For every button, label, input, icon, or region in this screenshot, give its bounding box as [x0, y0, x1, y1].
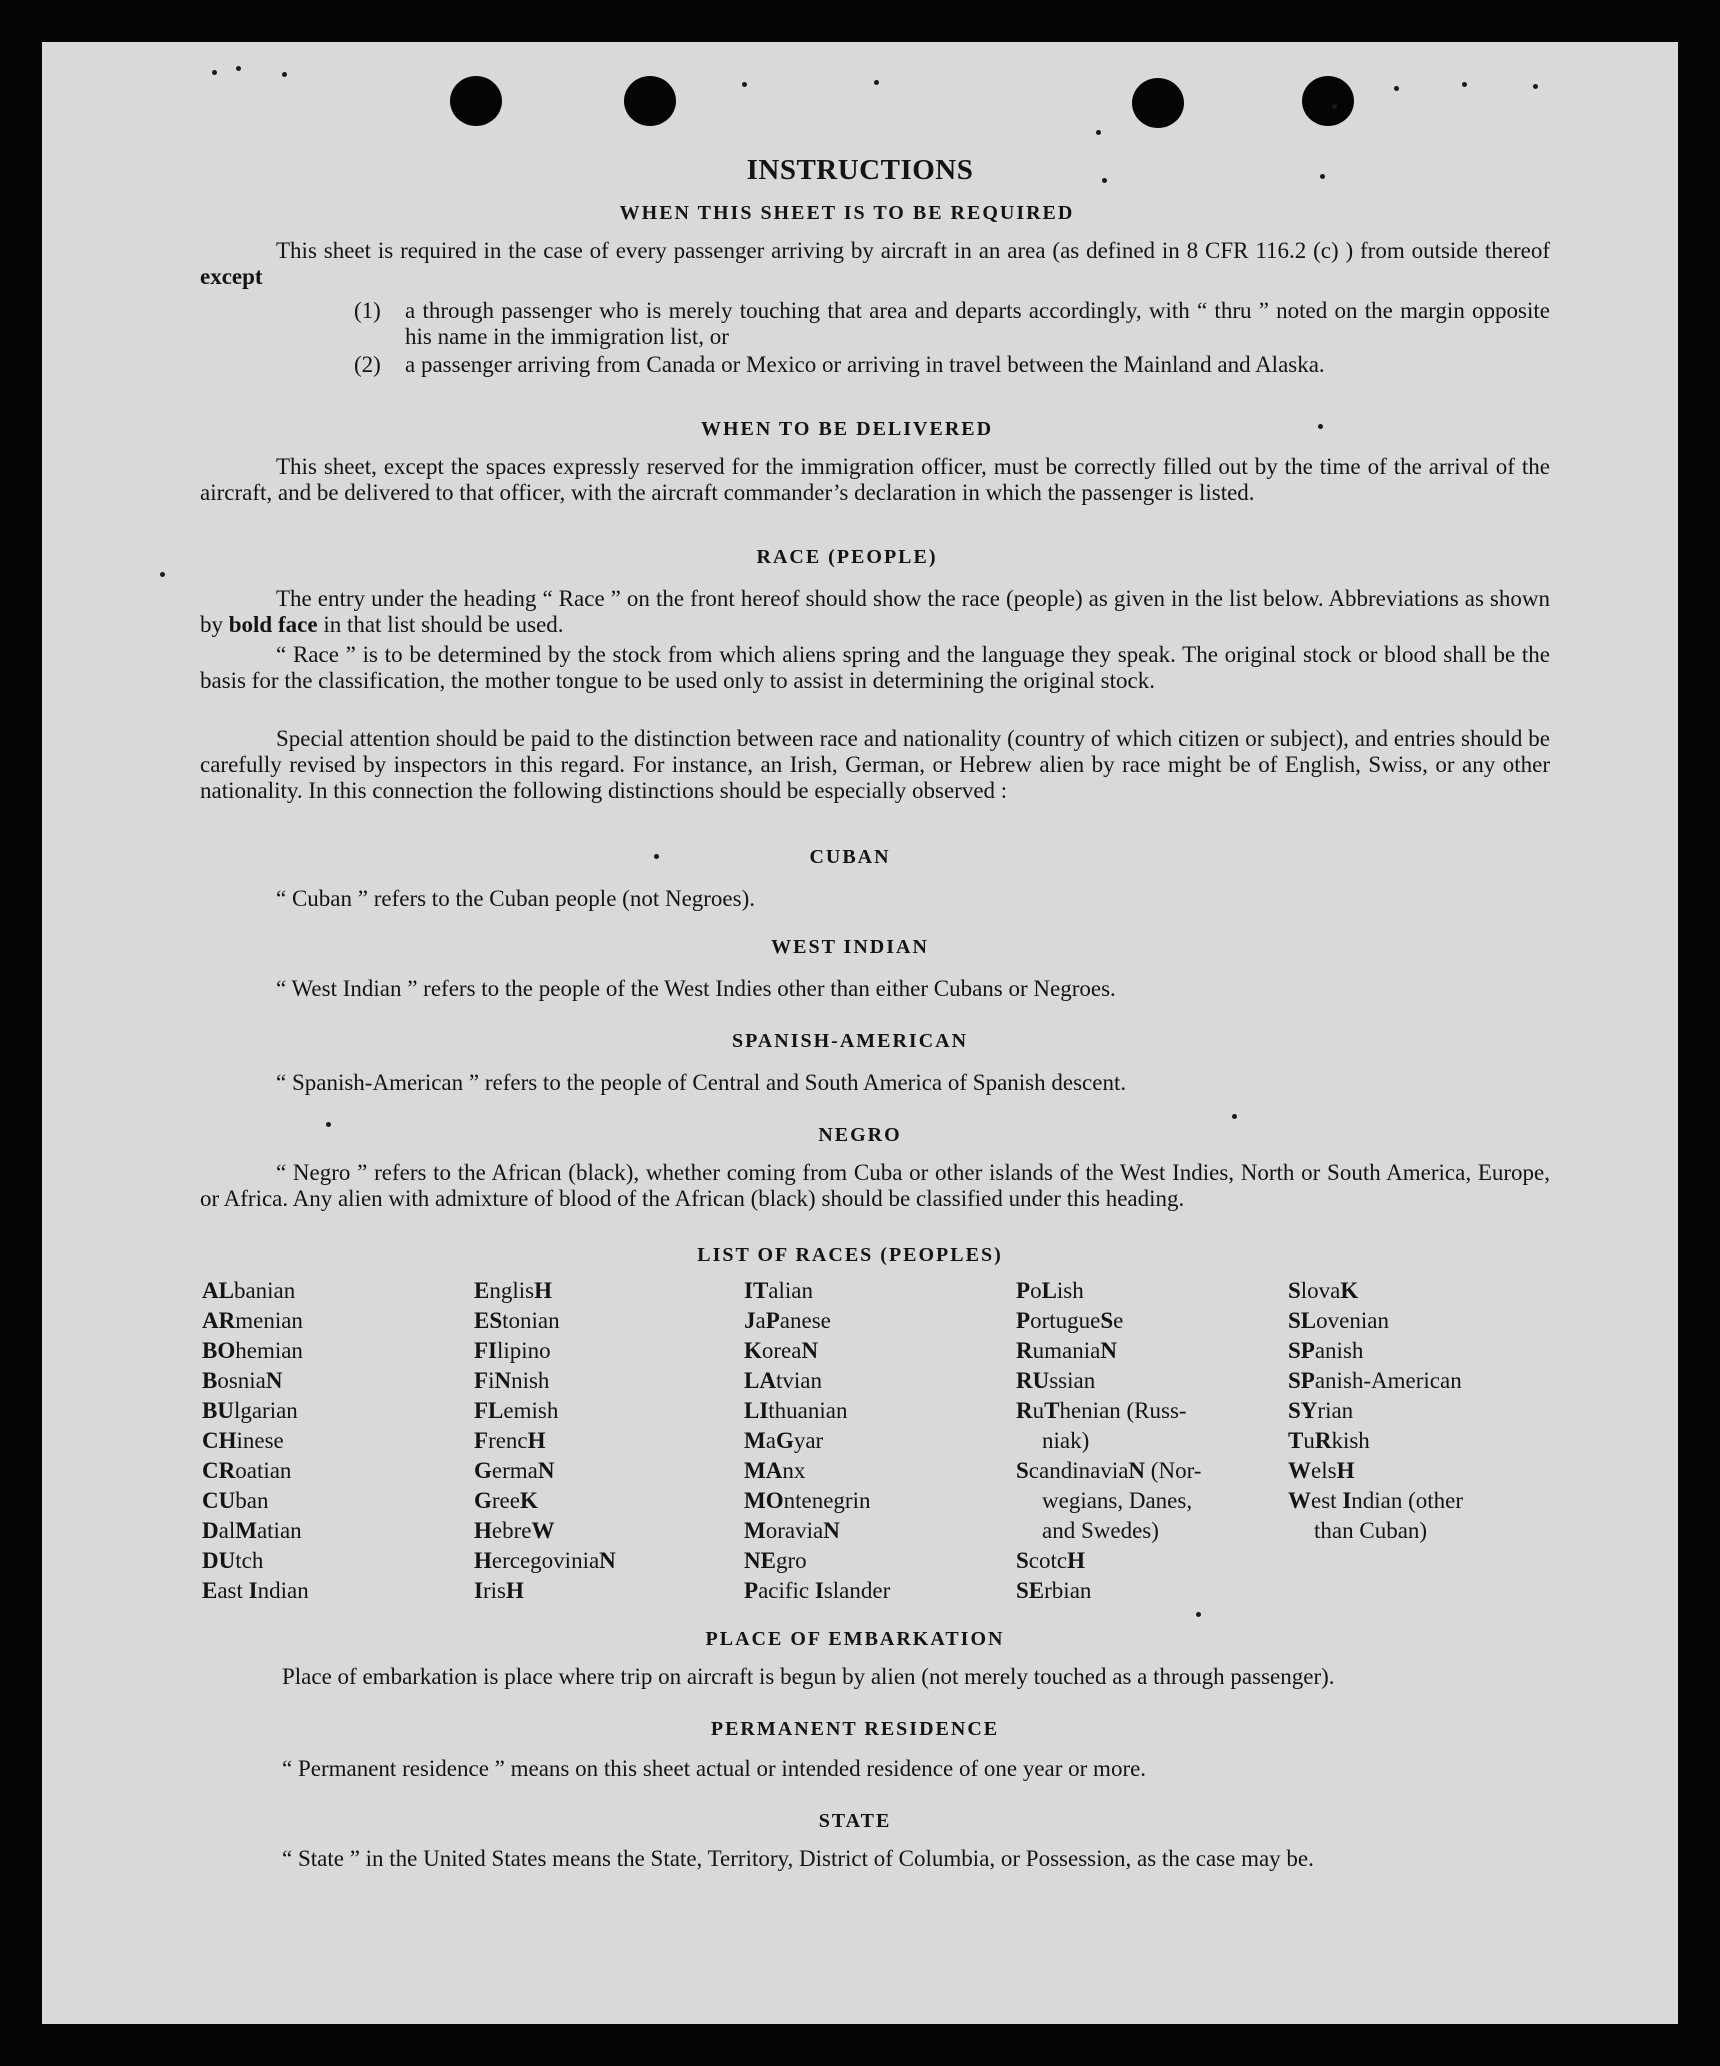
race-text: al [218, 1518, 236, 1543]
race-abbreviation: FL [474, 1398, 504, 1423]
race-text: henian (Russ- [1059, 1398, 1187, 1423]
speck [874, 80, 879, 85]
punch-hole [624, 76, 676, 126]
race-entry [474, 1396, 616, 1426]
race-entry [1288, 1456, 1463, 1486]
race-abbreviation: LI [744, 1398, 769, 1423]
race-text: rbian [1044, 1578, 1092, 1603]
state-text: “ State ” in the United States means the State, Territory, District of Columbia, or Possession, as the case may be. [282, 1846, 1314, 1871]
race-text: inese [236, 1428, 284, 1453]
race-text: anish [1314, 1338, 1364, 1363]
speck [1196, 1612, 1201, 1617]
race-entry [1016, 1516, 1201, 1546]
race-entry [474, 1426, 616, 1456]
race-abbreviation: S [1288, 1278, 1301, 1303]
item-text: a through passenger who is merely touching that area and departs accordingly, with “ thru ” noted on the margin opposite his name in the immigration list, or [405, 298, 1550, 349]
speck [1096, 130, 1101, 135]
race-abbreviation: SP [1288, 1368, 1315, 1393]
race-text: emish [503, 1398, 559, 1423]
race-text: renc [488, 1428, 528, 1453]
race-entry [474, 1456, 616, 1486]
race-abbreviation: N [599, 1548, 616, 1573]
race-text: kish [1331, 1428, 1370, 1453]
race-entry [744, 1306, 890, 1336]
race-text: lgarian [233, 1398, 298, 1423]
race-abbreviation: E [202, 1578, 218, 1603]
race-abbreviation: BU [202, 1398, 234, 1423]
race-entry [744, 1546, 890, 1576]
speck [742, 82, 747, 87]
race-abbreviation: M [744, 1518, 766, 1543]
race-entry [1288, 1336, 1463, 1366]
intro-bold: except [200, 264, 263, 289]
race-text: atian [256, 1518, 302, 1543]
heading-place-of-embarkation: PLACE OF EMBARKATION [705, 1628, 1005, 1650]
race-text: o [1030, 1278, 1042, 1303]
race-abbreviation: W [1288, 1458, 1311, 1483]
race-abbreviation: K [519, 1488, 538, 1513]
race-entry [1016, 1366, 1201, 1396]
item-text: a passenger arriving from Canada or Mexico or arriving in travel between the Mainland and Alaska. [405, 352, 1325, 377]
place-of-embarkation-text: Place of embarkation is place where trip on aircraft is begun by alien (not merely touched as a through passenger). [282, 1664, 1335, 1689]
race-entry [744, 1396, 890, 1426]
race-text: oravia [765, 1518, 824, 1543]
race-text: ban [235, 1488, 269, 1513]
race-entry [474, 1276, 616, 1306]
race-text: wegians, Danes, [1042, 1488, 1193, 1513]
heading-state: STATE [818, 1810, 892, 1832]
race-text: ndian (other [1351, 1488, 1464, 1513]
intro-text: This sheet is required in the case of every passenger arriving by aircraft in an area (as defined in 8 CFR 116.2 (c) ) from outside thereof [276, 238, 1550, 263]
race-abbreviation: K [744, 1338, 762, 1363]
race-text: ish [1056, 1278, 1084, 1303]
race-text: and Swedes) [1042, 1518, 1159, 1543]
race-entry [202, 1576, 309, 1606]
race-entry [1288, 1516, 1463, 1546]
race-entry [474, 1366, 616, 1396]
race-entry [202, 1366, 309, 1396]
punch-hole [1302, 76, 1354, 126]
race-entry [1016, 1576, 1201, 1606]
race-entry [202, 1336, 309, 1366]
race-abbreviation: H [505, 1578, 524, 1603]
race-entry [202, 1546, 309, 1576]
when-required-intro [200, 238, 1550, 290]
negro-text: “ Negro ” refers to the African (black), whether coming from Cuba or other islands of the West Indies, North or South America, Europe, or Africa. Any alien with admixture of blood of the African (black) should be classified under this heading. [200, 1160, 1550, 1211]
race-paragraph-3: Special attention should be paid to the distinction between race and nationality (country of which citizen or subject), and entries should be carefully revised by inspectors in this regard. For instance, an Irish, German, or Hebrew alien by race might be of English, Swiss, or any other nationality. In this connection the following distinctions should be especially observed : [200, 726, 1550, 803]
race-abbreviation: RU [1016, 1368, 1050, 1393]
race-entry [744, 1456, 890, 1486]
exception-item [354, 352, 1550, 404]
race-abbreviation: H [527, 1428, 546, 1453]
race-text: est [1311, 1488, 1343, 1513]
speck [1332, 104, 1337, 109]
race-column [1288, 1276, 1463, 1546]
race-abbreviation: E [474, 1278, 490, 1303]
race-text: ris [482, 1578, 506, 1603]
race-text: alian [768, 1278, 813, 1303]
race-entry [1016, 1426, 1201, 1456]
race-abbreviation: ES [474, 1308, 503, 1333]
race-entry [1016, 1486, 1201, 1516]
race-text: u [1303, 1428, 1315, 1453]
race-text: oatian [235, 1458, 292, 1483]
race-entry [202, 1276, 309, 1306]
speck [160, 572, 165, 577]
race-abbreviation: G [474, 1458, 492, 1483]
race-entry [474, 1516, 616, 1546]
race-abbreviation: NE [744, 1548, 776, 1573]
race-abbreviation: P [1016, 1308, 1031, 1333]
race-entry [474, 1336, 616, 1366]
race-text: orea [761, 1338, 802, 1363]
race-abbreviation: K [1340, 1278, 1359, 1303]
race-entry [474, 1486, 616, 1516]
race-text: candinavia [1028, 1458, 1129, 1483]
race-abbreviation: AL [202, 1278, 234, 1303]
speck [1232, 1114, 1237, 1119]
race-entry [1016, 1546, 1201, 1576]
race-abbreviation: MA [744, 1458, 783, 1483]
race-abbreviation: CH [202, 1428, 237, 1453]
race-entry [1288, 1396, 1463, 1426]
heading-list-of-races: LIST OF RACES (PEOPLES) [697, 1244, 1003, 1266]
race-abbreviation: AR [202, 1308, 236, 1333]
race-text: hemian [235, 1338, 303, 1363]
race-abbreviation: G [775, 1428, 794, 1453]
race-entry [1288, 1366, 1463, 1396]
west-indian-text: “ West Indian ” refers to the people of the West Indies other than either Cubans or Negroes. [276, 976, 1116, 1001]
heading-spanish-american: SPANISH-AMERICAN [731, 1030, 969, 1052]
race-column [744, 1276, 890, 1606]
race-text: acific [758, 1578, 815, 1603]
race-abbreviation: M [744, 1428, 766, 1453]
race-abbreviation: SL [1288, 1308, 1317, 1333]
race-text: ree [491, 1488, 520, 1513]
permanent-residence-text: “ Permanent residence ” means on this sheet actual or intended residence of one year or more. [282, 1756, 1147, 1781]
race-abbreviation: I [1342, 1488, 1352, 1513]
race-abbreviation: T [1044, 1398, 1060, 1423]
race-text: osnia [217, 1368, 266, 1393]
race-text: menian [235, 1308, 303, 1333]
race-text: rian [1317, 1398, 1354, 1423]
race-text: e [1113, 1308, 1124, 1333]
race-text: a [765, 1428, 776, 1453]
race-abbreviation: S [1016, 1458, 1029, 1483]
race-text: a [755, 1308, 766, 1333]
race-abbreviation: S [1016, 1548, 1029, 1573]
race-abbreviation: N [494, 1368, 512, 1393]
race-text: ssian [1049, 1368, 1096, 1393]
race-text: els [1311, 1458, 1337, 1483]
race-entry [1016, 1396, 1201, 1426]
race-text: ovenian [1316, 1308, 1389, 1333]
race-text: tonian [502, 1308, 560, 1333]
race-entry [474, 1576, 616, 1606]
race-text: erma [491, 1458, 538, 1483]
race-abbreviation: M [235, 1518, 257, 1543]
race-abbreviation: N [801, 1338, 819, 1363]
race-text: lipino [497, 1338, 551, 1363]
speck [282, 72, 287, 77]
cuban-text: “ Cuban ” refers to the Cuban people (not Negroes). [276, 886, 756, 911]
race-text: anish-American [1314, 1368, 1462, 1393]
heading-negro: NEGRO [818, 1124, 902, 1146]
exception-item [354, 298, 1550, 350]
race-entry [474, 1306, 616, 1336]
race-text: ercegovinia [491, 1548, 600, 1573]
speck [1394, 86, 1399, 91]
heading-west-indian: WEST INDIAN [771, 936, 929, 958]
item-number: (1) [354, 298, 381, 323]
race-text: (Nor- [1145, 1458, 1202, 1483]
race-abbreviation: LA [744, 1368, 776, 1393]
heading-permanent-residence: PERMANENT RESIDENCE [710, 1718, 1000, 1740]
race-entry [1016, 1456, 1201, 1486]
race-text: i [488, 1368, 495, 1393]
race-abbreviation: B [202, 1368, 218, 1393]
race-abbreviation: W [531, 1518, 555, 1543]
heading-race: RACE (PEOPLE) [756, 546, 938, 568]
race-abbreviation: DU [202, 1548, 236, 1573]
speck [236, 66, 241, 71]
race-entry [202, 1396, 309, 1426]
race-abbreviation: P [1016, 1278, 1031, 1303]
item-number: (2) [354, 352, 381, 377]
instruction-sheet [42, 42, 1678, 2024]
race-paragraph-2: “ Race ” is to be determined by the stock from which aliens spring and the language they speak. The original stock or blood shall be the basis for the classification, the mother tongue to be used only to assist in determining the original stock. [200, 642, 1550, 693]
race-abbreviation: IT [744, 1278, 769, 1303]
race-text: nx [782, 1458, 806, 1483]
race-text: cotc [1028, 1548, 1068, 1573]
race-text: ortugue [1030, 1308, 1101, 1333]
race-abbreviation: R [1016, 1398, 1033, 1423]
race-text: than Cuban) [1314, 1518, 1428, 1543]
race-abbreviation: P [744, 1578, 759, 1603]
race-entry [744, 1336, 890, 1366]
race-entry [202, 1456, 309, 1486]
race-text: thuanian [768, 1398, 848, 1423]
race-text: tvian [775, 1368, 822, 1393]
bold-face-text: bold face [228, 612, 318, 637]
race-entry [744, 1276, 890, 1306]
race-column [202, 1276, 309, 1606]
race-abbreviation: J [744, 1308, 756, 1333]
race-text: lova [1300, 1278, 1341, 1303]
race-entry [202, 1306, 309, 1336]
race-text: slander [823, 1578, 891, 1603]
race-abbreviation: FI [474, 1338, 497, 1363]
race-entry [744, 1426, 890, 1456]
race-abbreviation: SY [1288, 1398, 1318, 1423]
speck [1462, 82, 1467, 87]
race-entry [1016, 1336, 1201, 1366]
race-text: banian [233, 1278, 296, 1303]
heading-when-required: WHEN THIS SHEET IS TO BE REQUIRED [619, 202, 1075, 224]
race-abbreviation: H [1067, 1548, 1085, 1573]
race-abbreviation: G [474, 1488, 492, 1513]
race-abbreviation: R [1314, 1428, 1332, 1453]
race-entry [202, 1486, 309, 1516]
race-abbreviation: W [1288, 1488, 1311, 1513]
race-text: ast [217, 1578, 249, 1603]
race-abbreviation: N [1100, 1338, 1117, 1363]
race-abbreviation: SE [1016, 1578, 1045, 1603]
race-entry [744, 1366, 890, 1396]
race-text: ntenegrin [783, 1488, 871, 1513]
race-text: ndian [257, 1578, 309, 1603]
race-entry [744, 1516, 890, 1546]
race-abbreviation: I [814, 1578, 824, 1603]
race-abbreviation: D [202, 1518, 219, 1543]
race-abbreviation: R [1016, 1338, 1033, 1363]
race-entry [1288, 1426, 1463, 1456]
heading-when-delivered: WHEN TO BE DELIVERED [700, 418, 994, 440]
race-abbreviation: CU [202, 1488, 236, 1513]
when-delivered-text: This sheet, except the spaces expressly reserved for the immigration officer, must be correctly filled out by the time of the arrival of the aircraft, and be delivered to that officer, with the aircraft commander’s declaration in which the passenger is listed. [200, 454, 1550, 505]
race-abbreviation: H [1336, 1458, 1355, 1483]
race-text: gro [775, 1548, 807, 1573]
race-column [1016, 1276, 1201, 1606]
race-text: ebre [491, 1518, 532, 1543]
race-column [474, 1276, 616, 1606]
race-abbreviation: H [474, 1518, 492, 1543]
race-abbreviation: BO [202, 1338, 236, 1363]
race-abbreviation: MO [744, 1488, 784, 1513]
race-entry [1288, 1486, 1463, 1516]
race-abbreviation: H [534, 1278, 552, 1303]
race-abbreviation: S [1100, 1308, 1114, 1333]
race-entry [1016, 1276, 1201, 1306]
race-abbreviation: H [474, 1548, 492, 1573]
race-entry [202, 1426, 309, 1456]
spanish-american-text: “ Spanish-American ” refers to the people of Central and South America of Spanish descent. [276, 1070, 1127, 1095]
race-text: anese [779, 1308, 831, 1333]
race-text: tch [235, 1548, 264, 1573]
race-abbreviation: I [248, 1578, 258, 1603]
race-entry [1288, 1276, 1463, 1306]
race-abbreviation: N [823, 1518, 840, 1543]
race-entry [744, 1576, 890, 1606]
race-entry [474, 1546, 616, 1576]
punch-hole [1132, 78, 1184, 128]
race-text: u [1032, 1398, 1045, 1423]
race-abbreviation: N [1128, 1458, 1146, 1483]
race-abbreviation: SP [1288, 1338, 1315, 1363]
race-entry [744, 1486, 890, 1516]
race-abbreviation: P [765, 1308, 780, 1333]
race-text: nglis [489, 1278, 535, 1303]
race-abbreviation: CR [202, 1458, 236, 1483]
punch-hole [450, 76, 502, 126]
race-entry [1288, 1306, 1463, 1336]
race-text: yar [793, 1428, 824, 1453]
race-abbreviation: N [265, 1368, 283, 1393]
race-abbreviation: N [537, 1458, 555, 1483]
page-title: INSTRUCTIONS [746, 154, 974, 186]
race-abbreviation: I [474, 1578, 483, 1603]
race-entry [1016, 1306, 1201, 1336]
speck [212, 70, 217, 75]
speck [1533, 84, 1538, 89]
race-abbreviation: F [474, 1428, 489, 1453]
race-text: niak) [1042, 1428, 1090, 1453]
race-abbreviation: L [1041, 1278, 1057, 1303]
heading-cuban: CUBAN [809, 846, 891, 868]
race-text: umania [1032, 1338, 1101, 1363]
race-abbreviation: T [1288, 1428, 1304, 1453]
race-text: nish [511, 1368, 550, 1393]
race-abbreviation: F [474, 1368, 489, 1393]
race-entry [202, 1516, 309, 1546]
race-paragraph-1: The entry under the heading “ Race ” on the front hereof should show the race (people) as given in the list below. Abbreviations as shown by bold face in that list should be used. [200, 586, 1550, 637]
